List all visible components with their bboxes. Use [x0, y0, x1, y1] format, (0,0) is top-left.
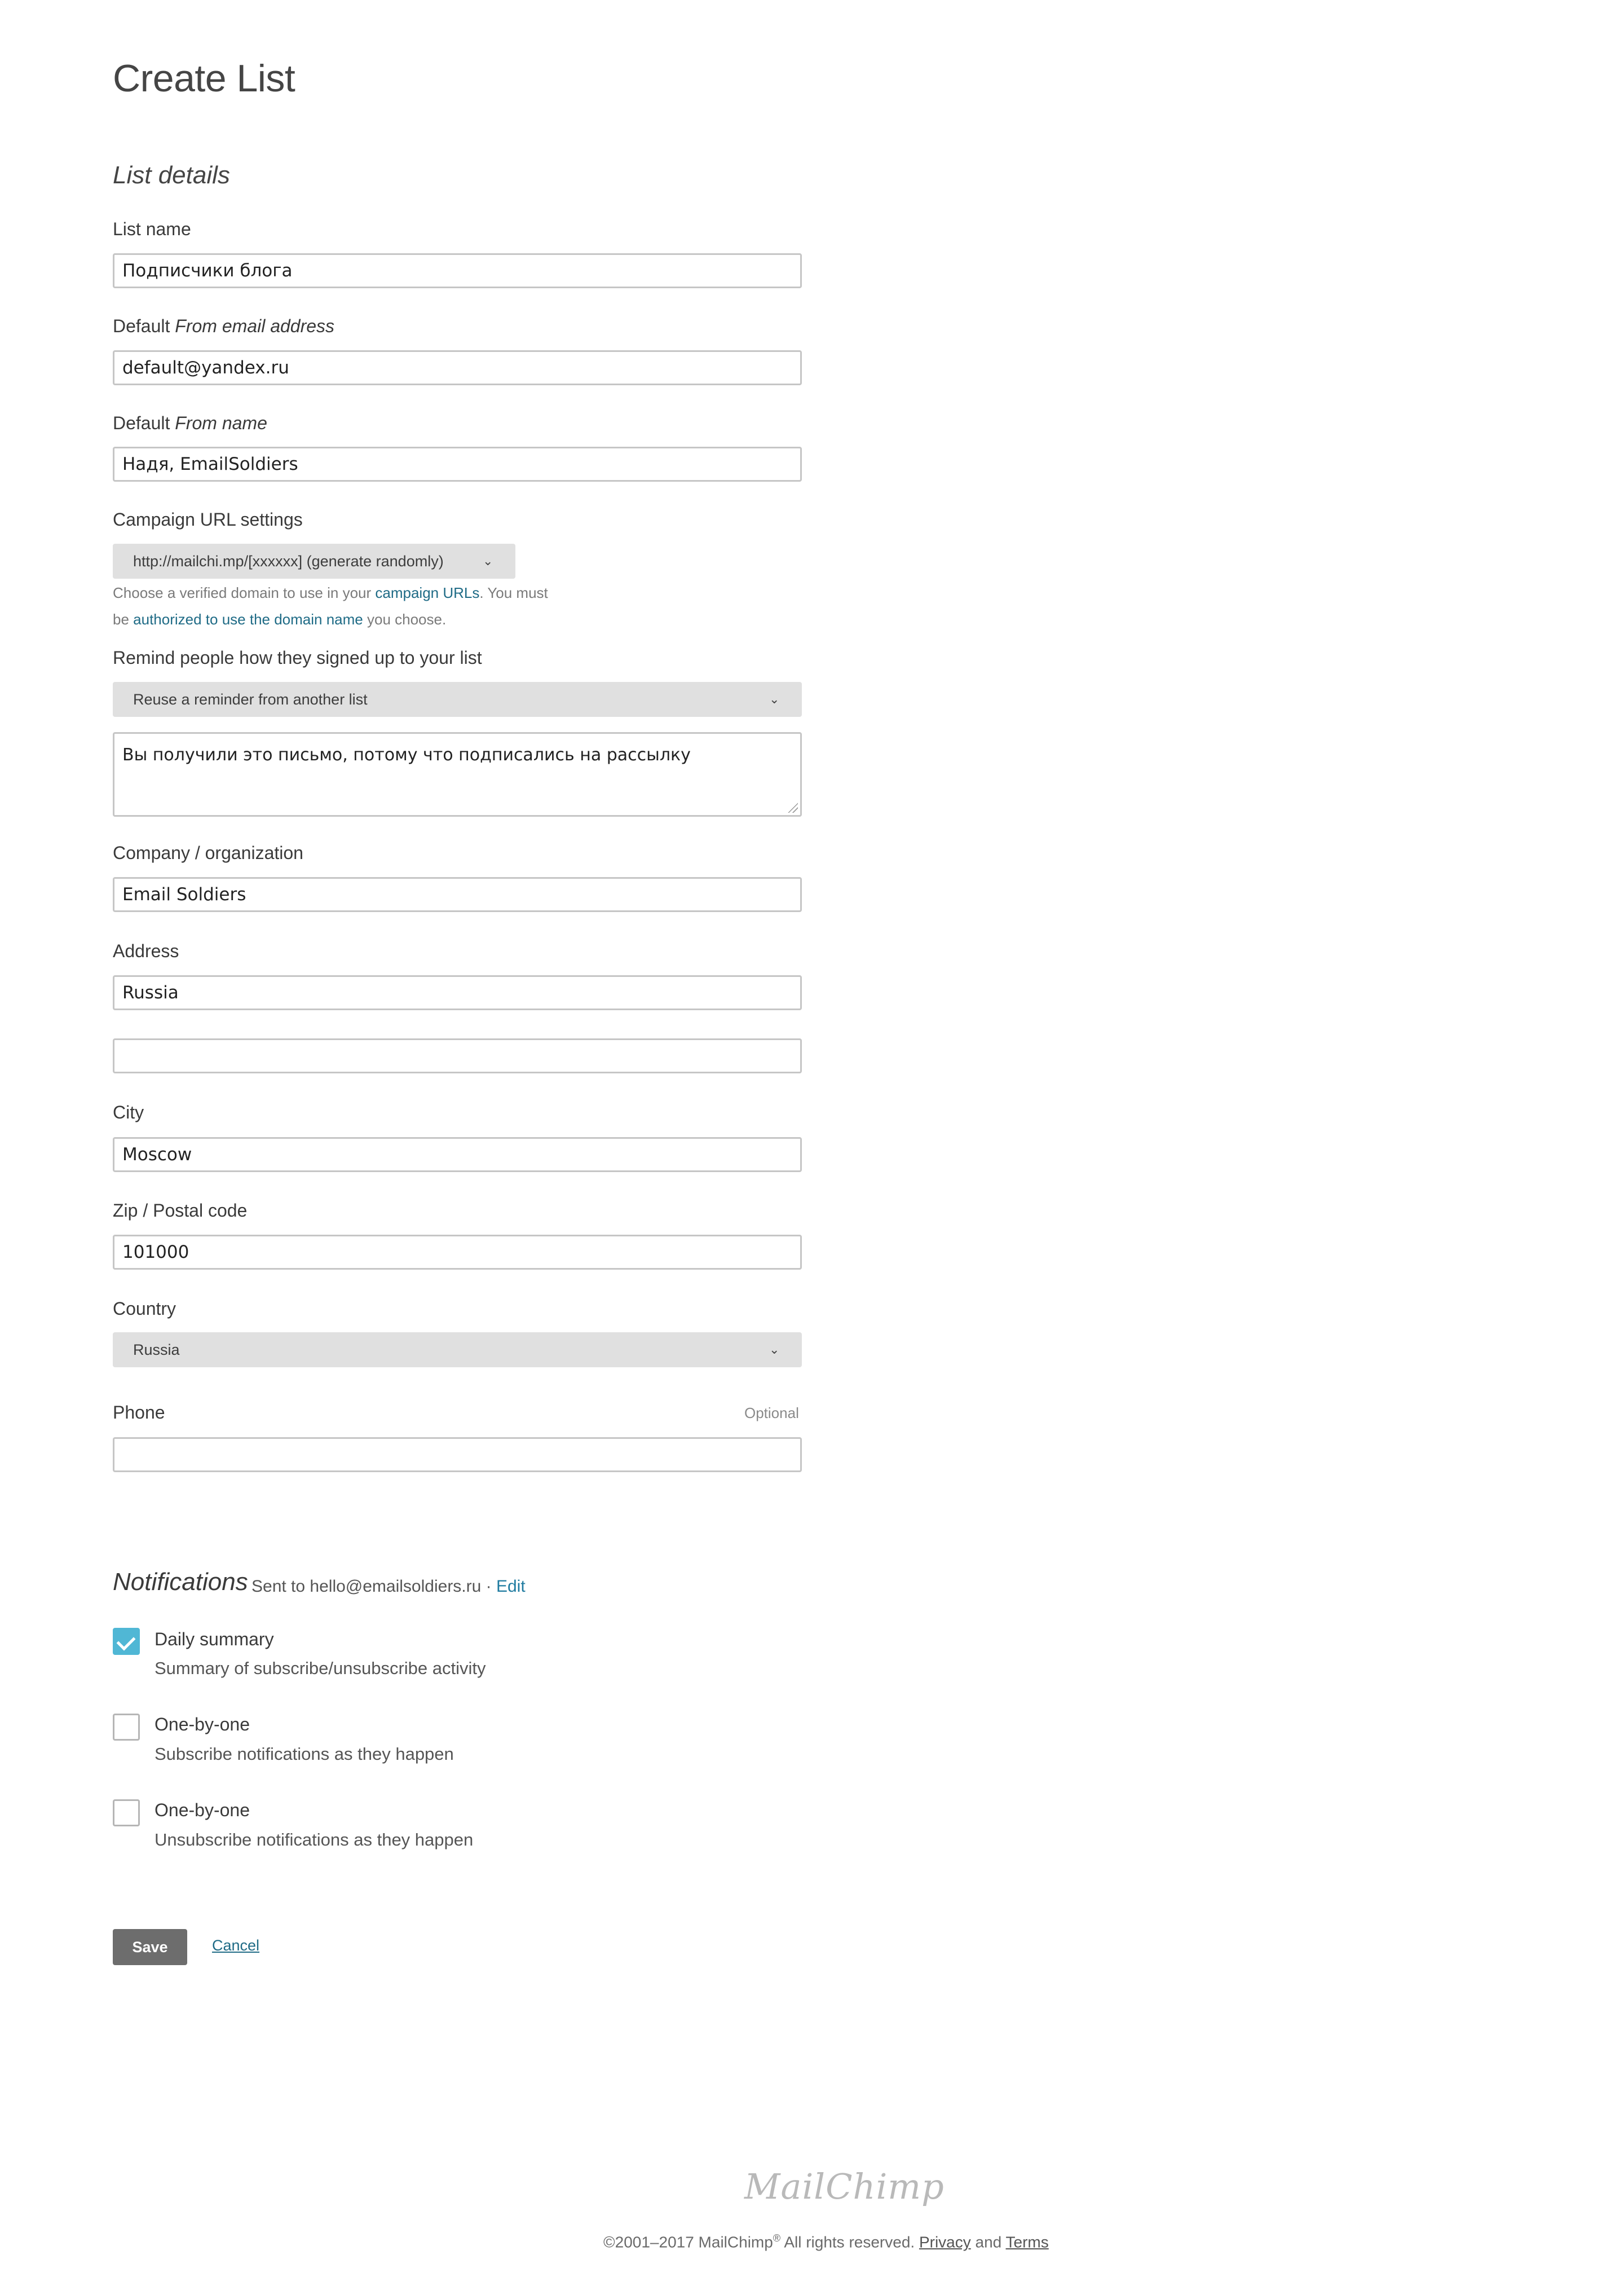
daily-summary-label: Daily summary [155, 1629, 274, 1649]
save-button[interactable]: Save [113, 1929, 187, 1965]
phone-label: Phone [113, 1402, 165, 1423]
check-icon [117, 1632, 136, 1651]
campaign-url-label: Campaign URL settings [113, 509, 303, 530]
resize-handle-icon[interactable] [788, 803, 798, 813]
one-by-one-subscribe-desc: Subscribe notifications as they happen [155, 1744, 454, 1764]
privacy-link[interactable]: Privacy [919, 2233, 971, 2251]
from-email-input[interactable]: default@yandex.ru [113, 350, 802, 385]
one-by-one-subscribe-checkbox[interactable] [113, 1714, 140, 1741]
one-by-one-unsubscribe-checkbox[interactable] [113, 1799, 140, 1826]
city-input[interactable]: Moscow [113, 1137, 802, 1172]
address2-input[interactable] [113, 1038, 802, 1073]
terms-link[interactable]: Terms [1005, 2233, 1049, 2251]
address-label: Address [113, 941, 179, 961]
remind-textarea[interactable] [113, 732, 802, 817]
one-by-one-subscribe-label: One-by-one [155, 1714, 250, 1734]
one-by-one-unsubscribe-label: One-by-one [155, 1800, 250, 1820]
phone-optional-hint: Optional [744, 1404, 799, 1421]
zip-label: Zip / Postal code [113, 1200, 248, 1221]
campaign-url-help: Choose a verified domain to use in your campaign URLs. You must be authorized to use the domain name you choose. [113, 584, 548, 628]
remind-select-value: Reuse a reminder from another list [133, 691, 368, 708]
notifications-title: Notifications [113, 1568, 248, 1596]
remind-label: Remind people how they signed up to your list [113, 648, 482, 668]
list-name-input[interactable]: Подписчики блога [113, 253, 802, 288]
authorized-domain-link[interactable]: authorized to use the domain name [133, 611, 363, 628]
notifications-edit-link[interactable]: Edit [496, 1577, 526, 1596]
phone-input[interactable] [113, 1437, 802, 1472]
chevron-down-icon: ⌄ [483, 554, 493, 568]
from-name-input[interactable]: Надя, EmailSoldiers [113, 447, 802, 482]
campaign-urls-link[interactable]: campaign URLs [375, 584, 480, 601]
company-label: Company / organization [113, 843, 303, 863]
country-select-value: Russia [133, 1341, 180, 1358]
list-name-label: List name [113, 219, 191, 239]
address-input[interactable]: Russia [113, 975, 802, 1010]
from-name-label: Default From name [113, 413, 267, 433]
from-email-label: Default From email address [113, 316, 335, 336]
daily-summary-checkbox[interactable] [113, 1628, 140, 1655]
campaign-url-select-value: http://mailchi.mp/[xxxxxx] (generate randomly) [133, 553, 444, 570]
notifications-sent-to: Sent to hello@emailsoldiers.ru · Edit [251, 1577, 526, 1596]
mailchimp-logo[interactable]: MailChimp [744, 2166, 945, 2207]
daily-summary-desc: Summary of subscribe/unsubscribe activity [155, 1658, 486, 1678]
chevron-down-icon: ⌄ [769, 692, 780, 706]
country-select[interactable] [113, 1332, 802, 1367]
footer-copyright: ©2001–2017 MailChimp® All rights reserved. Privacy and Terms [603, 2232, 1049, 2251]
cancel-link[interactable]: Cancel [212, 1937, 260, 1954]
zip-input[interactable]: 101000 [113, 1235, 802, 1270]
company-input[interactable]: Email Soldiers [113, 877, 802, 912]
remind-text: Вы получили это письмо, потому что подписались на рассылку [122, 745, 691, 765]
page-title: Create List [113, 57, 295, 100]
campaign-url-select[interactable] [113, 544, 515, 579]
country-label: Country [113, 1298, 176, 1319]
chevron-down-icon: ⌄ [769, 1342, 780, 1357]
remind-select[interactable] [113, 682, 802, 717]
one-by-one-unsubscribe-desc: Unsubscribe notifications as they happen [155, 1830, 474, 1850]
section-title-list-details: List details [113, 161, 230, 189]
city-label: City [113, 1102, 144, 1122]
